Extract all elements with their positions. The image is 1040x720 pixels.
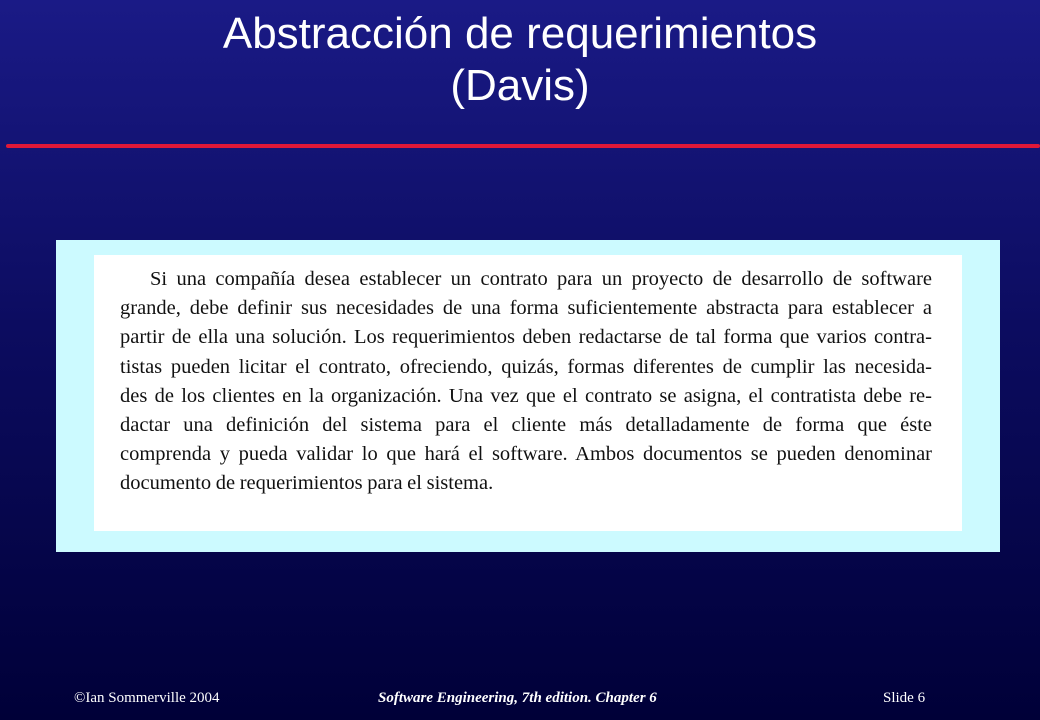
quote-text (120, 265, 932, 499)
footer-book-title: Software Engineering, 7th edition. Chapter 6 (378, 690, 657, 706)
quote-image-frame (56, 240, 1000, 552)
quote-line-5: des de los clientes en la organización. Una vez que el contrato se asigna, el contratista debe re- (120, 384, 932, 407)
quote-line-4: tistas pueden licitar el contrato, ofreciendo, quizás, formas diferentes de cumplir las necesida- (120, 355, 932, 378)
quote-line-3: partir de ella una solución. Los requerimientos deben redactarse de tal forma que varios contra- (120, 326, 932, 349)
quote-line-2: grande, debe definir sus necesidades de una forma suficientemente abstracta para establecer a (120, 297, 932, 320)
slide-title (0, 8, 1040, 112)
footer-slide-number: Slide 6 (883, 690, 926, 706)
quote-line-1: Si una compañía desea establecer un contrato para un proyecto de desarrollo de software (150, 268, 932, 290)
quote-page (94, 255, 962, 531)
slide-footer (0, 690, 1040, 714)
slide-title-line-1: Abstracción de requerimientos (222, 9, 818, 58)
quote-line-6: dactar una definición del sistema para el cliente más detalladamente de forma que éste (120, 414, 932, 437)
slide-title-line-2: (Davis) (450, 61, 590, 110)
title-divider (6, 144, 1040, 148)
quote-line-7: comprenda y pueda validar lo que hará el software. Ambos documentos se pueden denominar (120, 443, 932, 466)
quote-line-8: documento de requerimientos para el sistema. (120, 472, 494, 495)
footer-copyright: ©Ian Sommerville 2004 (74, 690, 220, 706)
